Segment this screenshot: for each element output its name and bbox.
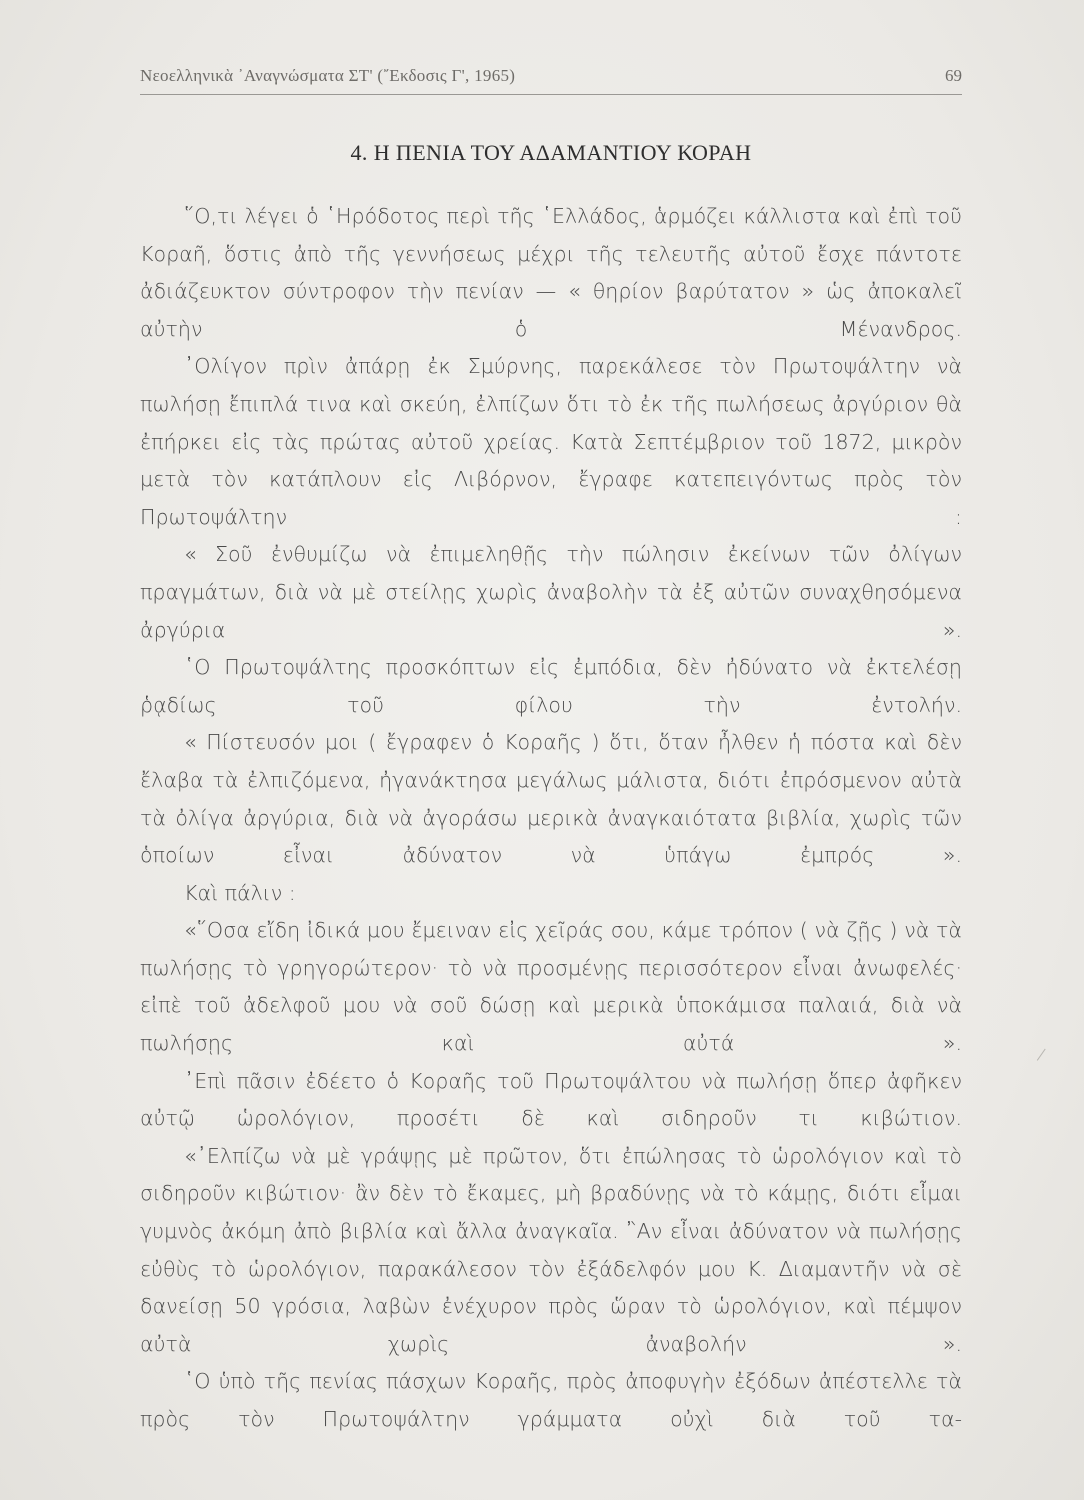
- paragraph-2: ᾿Ολίγον πρὶν ἀπάρῃ ἐκ Σμύρνης, παρεκάλεσε τὸν Πρωτοψάλτην νὰ πωλήσῃ ἔπιπλά τινα καὶ σκεύη, ἐλπίζων ὅτι τὸ ἐκ τῆς πωλήσεως ἀργύριον θὰ ἐπήρκει εἰς τὰς πρώτας αὐτοῦ χρείας. Κατὰ Σεπτέμβριον τοῦ 1872, μικρὸν μετὰ τὸν κατάπλουν εἰς Λιβόρνον, ἔγραφε κατεπειγόντως πρὸς τὸν Πρωτοψάλτην :: [140, 354, 962, 529]
- paragraph-4: ῾Ο Πρωτοψάλτης προσκόπτων εἰς ἐμπόδια, δὲν ἠδύνατο νὰ ἐκτελέσῃ ῥᾳδίως τοῦ φίλου τὴν ἐντολήν.: [140, 655, 962, 717]
- paragraph-8: ᾿Επὶ πᾶσιν ἐδέετο ὁ Κοραῆς τοῦ Πρωτοψάλτου νὰ πωλήσῃ ὅπερ ἀφῆκεν αὐτῷ ὡρολόγιον, προσέτι δὲ καὶ σιδηροῦν τι κιβώτιον.: [140, 1068, 962, 1131]
- paragraph-3: « Σοῦ ἐνθυμίζω νὰ ἐπιμεληθῇς τὴν πώλησιν ἐκείνων τῶν ὀλίγων πραγμάτων, διὰ νὰ μὲ στείλῃς χωρὶς ἀναβολὴν τὰ ἐξ αὐτῶν συναχθησόμενα ἀργύρια ».: [140, 542, 962, 642]
- page-number: 69: [945, 66, 962, 85]
- margin-pencil-mark: [1037, 1049, 1052, 1066]
- running-header: [140, 60, 962, 95]
- paragraph-7: «῞Οσα εἴδη ἰδικά μου ἔμειναν εἰς χεῖράς σου, κάμε τρόπον ( νὰ ζῇς ) νὰ τὰ πωλήσῃς τὸ γρηγορώτερον· τὸ νὰ προσμένῃς περισσότερον εἶναι ἀνωφελές· εἰπὲ τοῦ ἀδελφοῦ μου νὰ σοῦ δώσῃ καὶ μερικὰ ὑποκάμισα παλαιά, διὰ νὰ πωλήσῃς καὶ αὐτά ».: [140, 918, 962, 1056]
- paragraph-10: ῾Ο ὑπὸ τῆς πενίας πάσχων Κοραῆς, πρὸς ἀποφυγὴν ἐξόδων ἀπέστελλε τὰ πρὸς τὸν Πρωτοψάλτην γράμματα οὐχὶ διὰ τοῦ τα-: [140, 1369, 962, 1431]
- paragraph-5: « Πίστευσόν μοι ( ἔγραφεν ὁ Κοραῆς ) ὅτι, ὅταν ἦλθεν ἡ πόστα καὶ δὲν ἔλαβα τὰ ἐλπιζόμενα, ἠγανάκτησα μεγάλως μάλιστα, διότι ἐπρόσμενον αὐτὰ τὰ ὀλίγα ἀργύρια, διὰ νὰ ἀγοράσω μερικὰ ἀναγκαιότατα βιβλία, χωρὶς τῶν ὁποίων εἶναι ἀδύνατον νὰ ὑπάγω ἐμπρός ».: [140, 730, 962, 868]
- chapter-title: 4. Η ΠΕΝΙΑ ΤΟΥ ΑΔΑΜΑΝΤΙΟΥ ΚΟΡΑΗ: [350, 140, 752, 165]
- paragraph-9: «᾿Ελπίζω νὰ μὲ γράψῃς μὲ πρῶτον, ὅτι ἐπώλησας τὸ ὡρολόγιον καὶ τὸ σιδηροῦν κιβώτιον· ἂν δὲν τὸ ἔκαμες, μὴ βραδύνῃς νὰ τὸ κάμῃς, διότι εἶμαι γυμνὸς ἀκόμη ἀπὸ βιβλία καὶ ἄλλα ἀναγκαῖα. ῍Αν εἶναι ἀδύνατον νὰ πωλήσῃς εὐθὺς τὸ ὡρολόγιον, παρακάλεσον τὸν ἐξάδελφόν μου Κ. Διαμαντῆν νὰ σὲ δανείσῃ 50 γρόσια, λαβὼν ἐνέχυρον πρὸς ὥραν τὸ ὡρολόγιον, καὶ πέμψον αὐτὰ χωρὶς ἀναβολήν ».: [140, 1143, 962, 1356]
- body-text: [140, 198, 962, 1439]
- paragraph-1: ῞Ο,τι λέγει ὁ ῾Ηρόδοτος περὶ τῆς ῾Ελλάδος, ἁρμόζει κάλλιστα καὶ ἐπὶ τοῦ Κοραῆ, ὅστις ἀπὸ τῆς γεννήσεως μέχρι τῆς τελευτῆς αὐτοῦ ἔσχε πάντοτε ἀδιάζευκτον σύντροφον τὴν πενίαν — « θηρίον βαρύτατον » ὡς ἀποκαλεῖ αὐτὴν ὁ Μένανδρος.: [140, 204, 962, 341]
- paragraph-6: Καὶ πάλιν :: [184, 880, 296, 905]
- running-header-title: Νεοελληνικὰ ᾿Αναγνώσματα ΣΤ' (῎Εκδοσις Γ', 1965): [140, 66, 516, 85]
